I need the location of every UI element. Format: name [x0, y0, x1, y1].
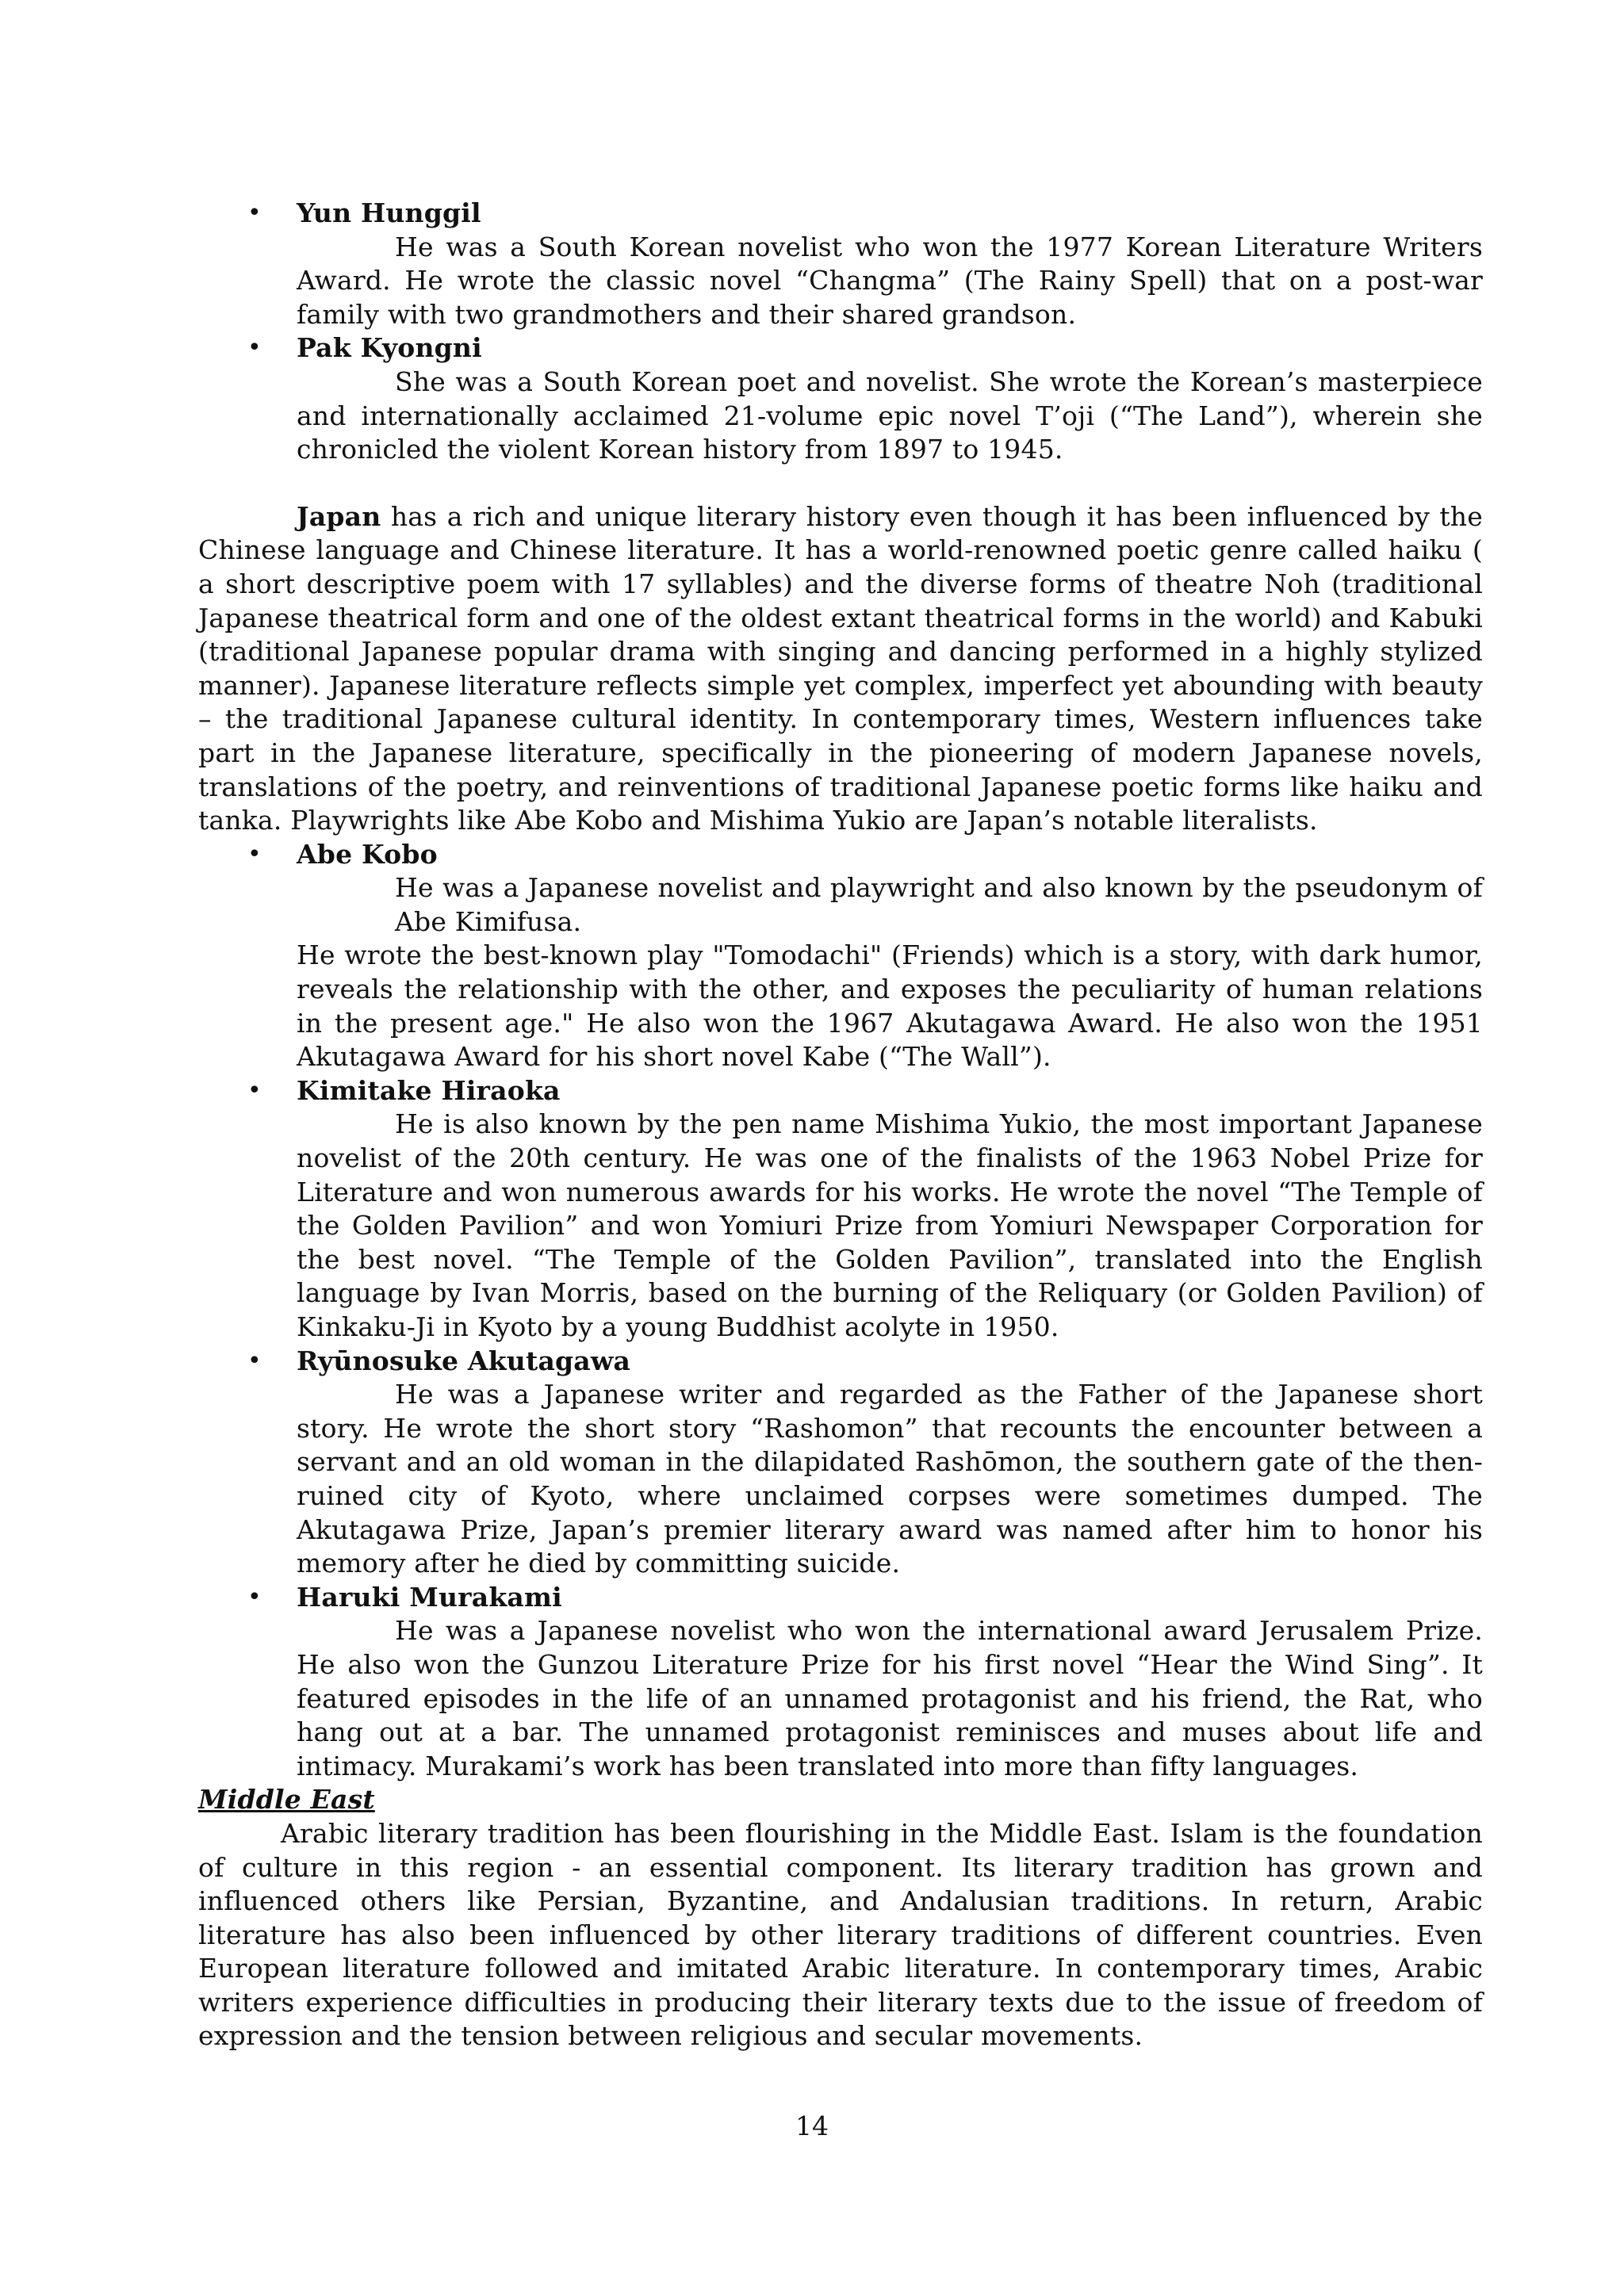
section-heading-middle-east: Middle East [198, 1784, 375, 1816]
japan-writers-list [198, 838, 1483, 1784]
list-item [247, 838, 1483, 1074]
japan-paragraph [198, 500, 1483, 838]
writer-description [297, 871, 1483, 1074]
writer-name: Yun Hunggil [297, 197, 481, 228]
japan-lead: Japan [297, 500, 381, 532]
middle-east-paragraph: Arabic literary tradition has been flourishing in the Middle East. Islam is the foundation of culture in this region - an essential component. Its literary tradition has grown and influenced others like Persian, Byzantine, and Andalusian traditions. In return, Arabic literature has also been influenced by other literary traditions of different countries. Even European literature followed and imitated Arabic literature. In contemporary times, Arabic writers experience difficulties in producing their literary texts due to the issue of freedom of expression and the tension between religious and secular movements. [198, 1817, 1483, 2052]
spacer [198, 467, 1483, 500]
bullet-icon: • [247, 1346, 262, 1375]
writer-name: Abe Kobo [297, 838, 438, 870]
list-item [247, 197, 1483, 331]
writer-name: Ryūnosuke Akutagawa [297, 1345, 631, 1376]
bullet-icon: • [247, 1076, 262, 1104]
page-number: 14 [795, 2110, 829, 2141]
writer-name: Kimitake Hiraoka [297, 1074, 561, 1106]
writer-description: He was a Japanese writer and regarded as the Father of the Japanese short story. He wrote the short story “Rashomon” that recounts the encounter between a servant and an old woman in the dilapidated Rashōmon, the southern gate of the then-ruined city of Kyoto, where unclaimed corpses were sometimes dumped. The Akutagawa Prize, Japan’s premier literary award was named after him to honor his memory after he died by committing suicide. [297, 1379, 1483, 1579]
writer-name: Pak Kyongni [297, 332, 482, 364]
bullet-icon: • [247, 334, 262, 362]
writer-description: He was a South Korean novelist who won the 1977 Korean Literature Writers Award. He wrote the classic novel “Changma” (The Rainy Spell) that on a post-war family with two grandmothers and their shared grandson. [297, 231, 1483, 330]
list-item [247, 1074, 1483, 1345]
list-item [247, 331, 1483, 466]
bullet-icon: • [247, 1582, 262, 1611]
bullet-icon: • [247, 840, 262, 868]
list-item [247, 1581, 1483, 1784]
page-body [198, 197, 1483, 2053]
writer-description: She was a South Korean poet and novelist. She wrote the Korean’s masterpiece and internationally acclaimed 21-volume epic novel T’oji (“The Land”), wherein she chronicled the violent Korean history from 1897 to 1945. [297, 365, 1483, 465]
writer-description: He was a Japanese novelist who won the international award Jerusalem Prize. He also won the Gunzou Literature Prize for his first novel “Hear the Wind Sing”. It featured episodes in the life of an unnamed protagonist and his friend, the Rat, who hang out at a bar. The unnamed protagonist reminisces and muses about life and intimacy. Murakami’s work has been translated into more than fifty languages. [297, 1615, 1483, 1781]
writer-description-rest: He wrote the best-known play "Tomodachi" (Friends) which is a story, with dark humor, reveals the relationship with the other, and exposes the peculiarity of human relations in the present age." He also won the 1967 Akutagawa Award. He also won the 1951 Akutagawa Award for his short novel Kabe (“The Wall”). [297, 939, 1483, 1073]
japan-paragraph-text: has a rich and unique literary history even though it has been influenced by the Chinese language and Chinese literature. It has a world-renowned poetic genre called haiku ( a short descriptive poem with 17 syllables) and the diverse forms of theatre Noh (traditional Japanese theatrical form and one of the oldest extant theatrical forms in the world) and Kabuki (traditional Japanese popular drama with singing and dancing performed in a highly stylized manner). Japanese literature reflects simple yet complex, imperfect yet abounding with beauty – the traditional Japanese cultural identity. In contemporary times, Western influences take part in the Japanese literature, specifically in the pioneering of modern Japanese novels, translations of the poetry, and reinventions of traditional Japanese poetic forms like haiku and tanka. Playwrights like Abe Kobo and Mishima Yukio are Japan’s notable literalists. [198, 500, 1483, 836]
writer-description: He is also known by the pen name Mishima Yukio, the most important Japanese novelist of the 20th century. He was one of the finalists of the 1963 Nobel Prize for Literature and won numerous awards for his works. He wrote the novel “The Temple of the Golden Pavilion” and won Yomiuri Prize from Yomiuri Newspaper Corporation for the best novel. “The Temple of the Golden Pavilion”, translated into the English language by Ivan Morris, based on the burning of the Reliquary (or Golden Pavilion) of Kinkaku-Ji in Kyoto by a young Buddhist acolyte in 1950. [297, 1108, 1483, 1342]
list-item [247, 1345, 1483, 1581]
bullet-icon: • [247, 199, 262, 227]
writer-description-first: He was a Japanese novelist and playwright and also known by the pseudonym of Abe Kimifusa. [395, 872, 1483, 937]
korea-writers-list [198, 197, 1483, 467]
writer-name: Haruki Murakami [297, 1581, 562, 1613]
